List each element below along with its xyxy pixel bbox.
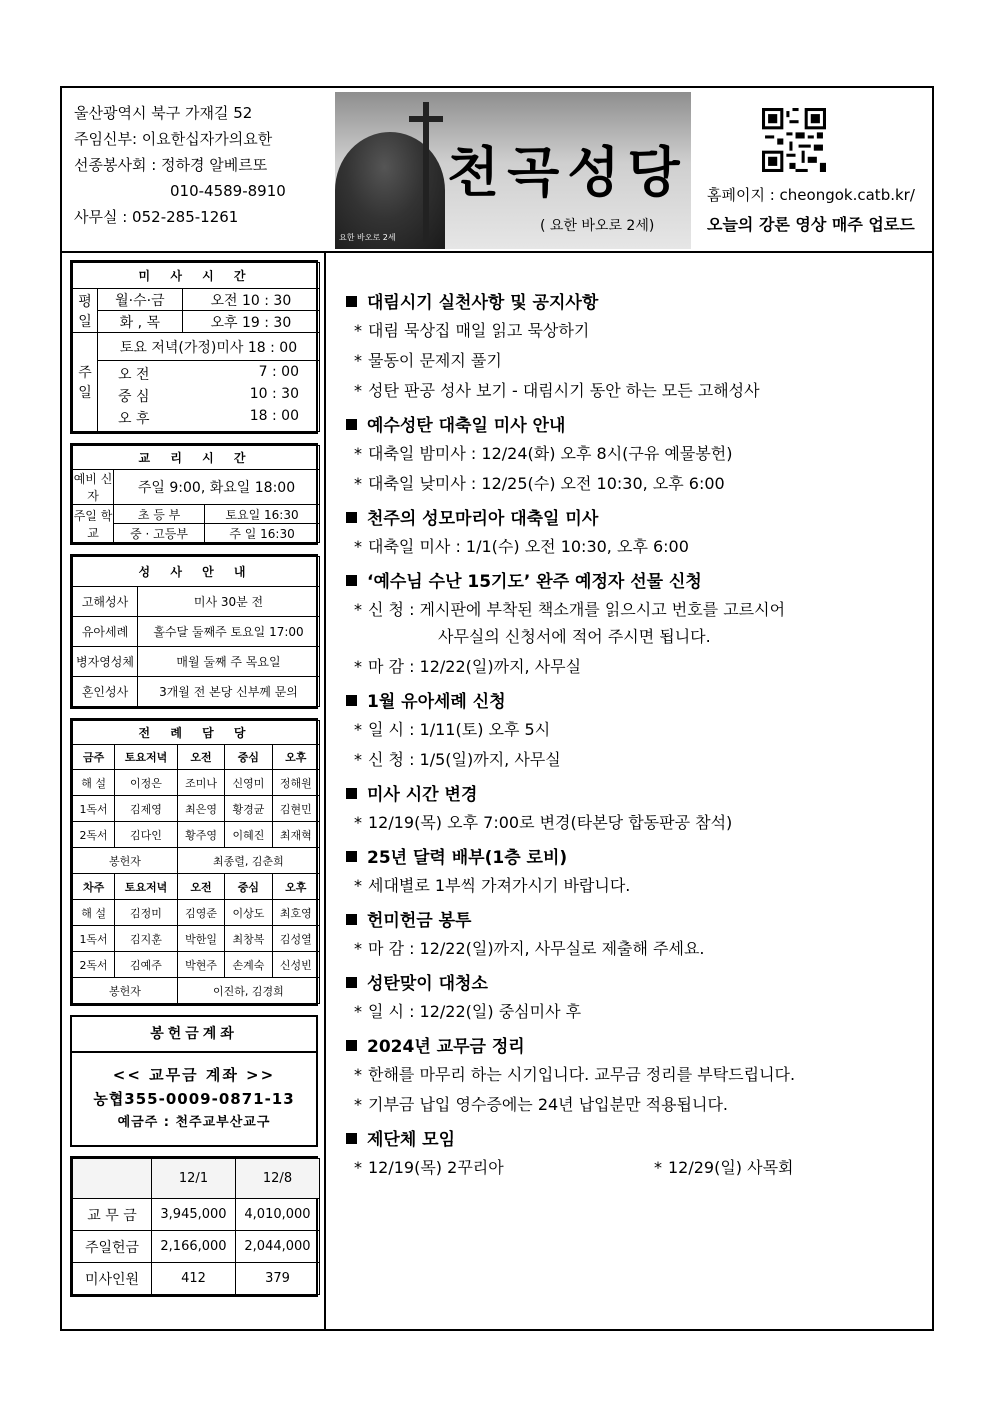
square-bullet-icon <box>346 1040 357 1051</box>
patron: ( 요한 바오로 2세) <box>540 218 655 234</box>
homepage: 홈페이지 : cheongok.catb.kr/ <box>707 186 915 204</box>
qr-code-icon[interactable] <box>762 108 826 172</box>
account-line1: << 교무금 계좌 >> <box>112 1066 276 1084</box>
square-bullet-icon <box>346 296 357 307</box>
notice-section: ‘예수님 수난 15기도’ 완주 예정자 선물 신청 * 신 청 : 게시판에 부착된 책소개를 읽으시고 번호를 고르시어 사무실의 신청서에 적어 주시면 됩니다. * 마 감 : 12/22(일)까지, 사무실 <box>346 567 926 677</box>
account-box <box>70 1015 318 1147</box>
left-column <box>70 260 318 1306</box>
office: 사무실 : 052-285-1261 <box>74 208 239 226</box>
notice-section: 천주의 성모마리아 대축일 미사 * 대축일 미사 : 1/1(수) 오전 10:30, 오후 6:00 <box>346 504 926 557</box>
mass-times-box: 미 사 시 간 평일 월·수·금 오전 10 : 30 화 , 목 오후 19 : 30 주일 토요 저녁(가정)미사 18 : 00 오 전 7 : 00 중 심 10 : 30 오 후 18 : 00 <box>70 260 318 434</box>
notice-section: 제단체 모임 * 12/19(목) 2꾸리아 * 12/29(일) 사목회 <box>346 1125 926 1178</box>
square-bullet-icon <box>346 851 357 862</box>
sacraments-box: 성 사 안 내 고해성사 미사 30분 전 유아세례 홀수달 둘째주 토요일 17:00 병자영성체 매월 둘째 주 목요일 혼인성사 3개월 전 본당 신부께 문의 <box>70 554 318 709</box>
sacraments-title: 성 사 안 내 <box>73 557 320 587</box>
notice-section: 예수성탄 대축일 미사 안내 * 대축일 밤미사 : 12/24(화) 오후 8시(구유 예물봉헌) * 대축일 낮미사 : 12/25(수) 오전 10:30, 오후 6:00 <box>346 411 926 494</box>
sunday-label: 주일 <box>73 333 98 432</box>
notice-section: 2024년 교무금 정리 * 한해를 마무리 하는 시기입니다. 교무금 정리를 부탁드립니다. * 기부금 납입 영수증에는 24년 납입분만 적용됩니다. <box>346 1032 926 1115</box>
liturgy-box: 전 례 담 당 금주 토요저녁 오전 중심 오후 해 설 이정은 조미나 신영미 정해원 1독서 김제영 최은영 황경균 김현민 2독서 김다인 황주영 이혜진 최재혁 봉헌자 최종렬, 김춘희 차주 토요저녁 오전 중심 오후 해 설 김정미 김영준 이상도 최호영 1독서 김지훈 박한일 최창복 김성열 2독서 김예주 박현주 손계숙 신성빈 봉헌자 이진하, 김경희 <box>70 718 318 1006</box>
council: 선종봉사회 : 정하경 알베르또 <box>74 156 268 174</box>
weekday-label: 평일 <box>73 289 98 333</box>
square-bullet-icon <box>346 575 357 586</box>
square-bullet-icon <box>346 1133 357 1144</box>
square-bullet-icon <box>346 695 357 706</box>
mass-times-title: 미 사 시 간 <box>73 263 320 289</box>
address: 울산광역시 북구 가재길 52 <box>74 104 253 122</box>
crosier-icon <box>423 102 429 242</box>
phone: 010-4589-8910 <box>170 182 286 200</box>
liturgy-title: 전 례 담 당 <box>73 721 320 745</box>
square-bullet-icon <box>346 419 357 430</box>
square-bullet-icon <box>346 788 357 799</box>
notices-column <box>346 288 926 1188</box>
account-holder: 예금주 : 천주교부산교구 <box>117 1115 271 1130</box>
finance-box: 12/1 12/8 교 무 금 3,945,000 4,010,000 주일헌금 2,166,000 2,044,000 미사인원 412 379 <box>70 1156 318 1297</box>
notice-section: 25년 달력 배부(1층 로비) * 세대별로 1부씩 가져가시기 바랍니다. <box>346 843 926 896</box>
header <box>62 88 932 253</box>
saturday-mass: 토요 저녁(가정)미사 18 : 00 <box>98 333 320 361</box>
notice-section: 대림시기 실천사항 및 공지사항 * 대림 묵상집 매일 읽고 묵상하기 * 물동이 문제지 풀기 * 성탄 판공 성사 보기 - 대림시기 동안 하는 모든 고해성사 <box>346 288 926 401</box>
bulletin-frame <box>60 86 934 1331</box>
church-banner <box>335 92 691 249</box>
square-bullet-icon <box>346 512 357 523</box>
catechism-title: 교 리 시 간 <box>73 446 320 470</box>
upload-note: 오늘의 강론 영상 매주 업로드 <box>707 215 915 234</box>
notice-section: 헌미헌금 봉투 * 마 감 : 12/22(일)까지, 사무실로 제출해 주세요. <box>346 906 926 959</box>
church-name: 천곡성당 <box>447 140 688 204</box>
priest: 주임신부: 이요한십자가의요한 <box>74 130 273 148</box>
notice-section: 1월 유아세례 신청 * 일 시 : 1/11(토) 오후 5시 * 신 청 : 1/5(일)까지, 사무실 <box>346 687 926 770</box>
image-caption: 요한 바오로 2세 <box>339 233 396 242</box>
column-divider <box>324 251 326 1331</box>
account-number: 농협355-0009-0871-13 <box>93 1090 295 1108</box>
square-bullet-icon <box>346 977 357 988</box>
notice-section: 미사 시간 변경 * 12/19(목) 오후 7:00로 변경(타본당 합동판공 참석) <box>346 780 926 833</box>
account-title: 봉헌금계좌 <box>72 1017 316 1053</box>
notice-section: 성탄맞이 대청소 * 일 시 : 12/22(일) 중심미사 후 <box>346 969 926 1022</box>
square-bullet-icon <box>346 914 357 925</box>
contact-block <box>74 100 286 230</box>
catechism-box: 교 리 시 간 예비 신자 주일 9:00, 화요일 18:00 주일 학교 초 등 부 토요일 16:30 중 · 고등부 주 일 16:30 <box>70 443 318 545</box>
